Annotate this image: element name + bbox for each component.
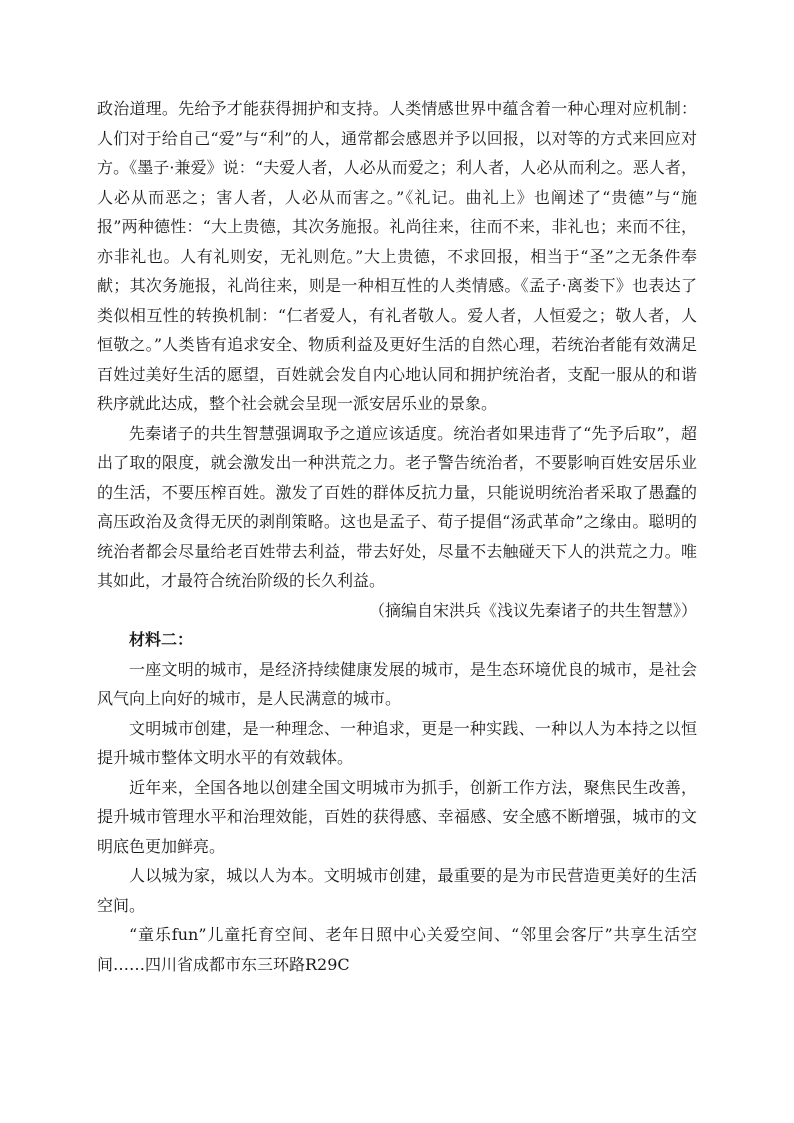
section-heading-material-2: 材料二： xyxy=(129,630,194,649)
body-paragraph: 政治道理。先给予才能获得拥护和支持。人类情感世界中蕴含着一种心理对应机制：人们对于给自己“爱”与“利”的人，通常都会感恩并予以回报，以对等的方式来回应对方。《墨子·兼爱》说：“夫爱人者，人必从而爱之；利人者，人必从而利之。恶人者，人必从而恶之；害人者，人必从而害之。”《礼记。曲礼上》也阐述了“贵德”与“施报”两种德性：“大上贵德，其次务施报。礼尚往来，往而不来，非礼也；来而不往，亦非礼也。人有礼则安，无礼则危。”大上贵德，不求回报，相当于“圣”之无条件奉献；其次务施报，礼尚往来，则是一种相互性的人类情感。《孟子·离娄下》也表达了类似相互性的转换机制：“仁者爱人，有礼者敬人。爱人者，人恒爱之；敬人者，人恒敬之。”人类皆有追求安全、物质利益及更好生活的自然心理，若统治者能有效满足百姓过美好生活的愿望，百姓就会发自内心地认同和拥护统治者，支配一服从的和谐秩序就此达成，整个社会就会呈现一派安居乐业的景象。 xyxy=(97,99,697,413)
body-paragraph: 一座文明的城市，是经济持续健康发展的城市，是生态环境优良的城市，是社会风气向上向好的城市，是人民满意的城市。 xyxy=(97,659,697,708)
body-paragraph: 先秦诸子的共生智慧强调取予之道应该适度。统治者如果违背了“先予后取”，超出了取的限度，就会激发出一种洪荒之力。老子警告统治者，不要影响百姓安居乐业的生活，不要压榨百姓。激发了百姓的群体反抗力量，只能说明统治者采取了愚蠢的高压政治及贪得无厌的剥削策略。这也是孟子、荀子提倡“汤武革命”之缘由。聪明的统治者都会尽量给老百姓带去利益，带去好处，尽量不去触碰天下人的洪荒之力。唯其如此，才最符合统治阶级的长久利益。 xyxy=(97,423,697,590)
body-paragraph: 人以城为家，城以人为本。文明城市创建，最重要的是为市民营造更美好的生活空间。 xyxy=(97,866,697,915)
document-body xyxy=(97,94,697,979)
body-paragraph: 文明城市创建，是一种理念、一种追求，更是一种实践、一种以人为本持之以恒提升城市整体文明水平的有效载体。 xyxy=(97,718,697,767)
body-paragraph: “童乐fun”儿童托育空间、老年日照中心关爱空间、“邻里会客厅”共享生活空间……四川省成都市东三环路R29C xyxy=(97,925,697,974)
source-citation: （摘编自宋洪兵《浅议先秦诸子的共生智慧》） xyxy=(368,600,697,620)
body-paragraph: 近年来，全国各地以创建全国文明城市为抓手，创新工作方法，聚焦民生改善，提升城市管理水平和治理效能，百姓的获得感、幸福感、安全感不断增强，城市的文明底色更加鲜亮。 xyxy=(97,777,697,856)
